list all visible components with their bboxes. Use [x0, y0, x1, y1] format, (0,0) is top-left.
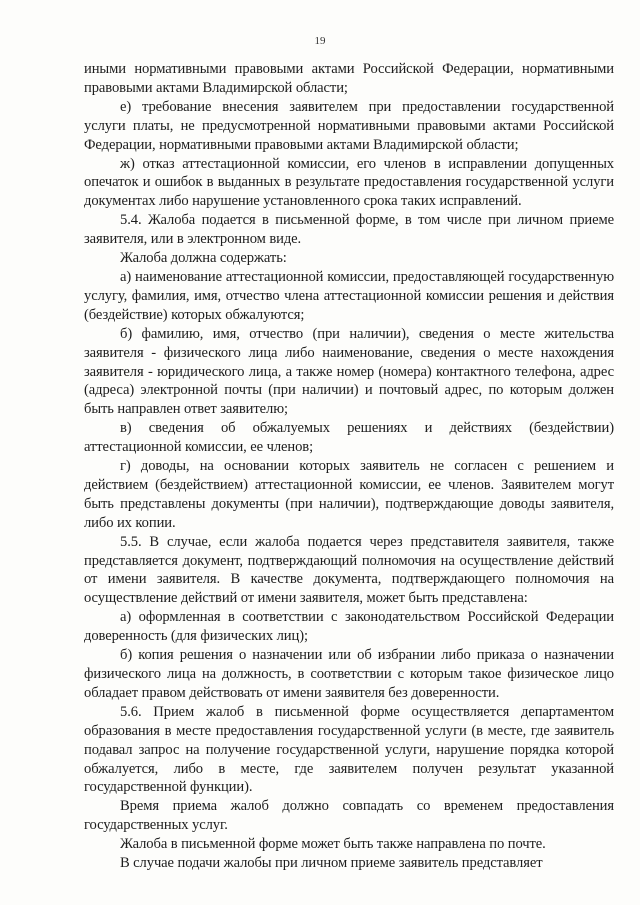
paragraph-personal-reception: В случае подачи жалобы при личном приеме заявитель представляет — [120, 855, 543, 872]
paragraph-item-e: е) требование внесения заявителем при предоставлении государственной услуги платы, не предусмотренной нормативными правовыми актами Российской Федерации, нормативными правовыми актами Владимирской области; — [84, 98, 614, 153]
paragraph-reception-time: Время приема жалоб должно совпадать со временем предоставления государственных услуг. — [84, 798, 614, 834]
paragraph-item-a: а) наименование аттестационной комиссии, предоставляющей государственную услугу, фамилия, имя, отчество члена аттестационной комиссии решения и действия (бездействие) которых обжалуются; — [84, 268, 614, 323]
paragraph-5-5-item-a: а) оформленная в соответствии с законодательством Российской Федерации доверенность (для физических лиц); — [84, 609, 614, 645]
paragraph-item-zh: ж) отказ аттестационной комиссии, его членов в исправлении допущенных опечаток и ошибок в выданных в результате предоставления государственной услуги документах либо нарушение установленного срока таких исправлений. — [84, 155, 614, 210]
page-number: 19 — [314, 35, 326, 47]
paragraph-5-4: 5.4. Жалоба подается в письменной форме, в том числе при личном приеме заявителя, или в электронном виде. — [84, 212, 614, 248]
paragraph-continuation: иными нормативными правовыми актами Российской Федерации, нормативными правовыми актами Владимирской области; — [84, 61, 614, 96]
paragraph-item-g: г) доводы, на основании которых заявитель не согласен с решением и действием (бездействием) аттестационной комиссии, ее членов. Заявителем могут быть представлены документы (при наличии), подтверждающие доводы заявителя, либо их копии. — [84, 458, 614, 531]
paragraph-5-5: 5.5. В случае, если жалоба подается через представителя заявителя, также представляется документ, подтверждающий полномочия на осуществление действий от имени заявителя. В качестве документа, подтверждающего полномочия на осуществление действий от имени заявителя, может быть представлена: — [84, 533, 614, 607]
document-body — [84, 60, 614, 873]
paragraph-mail: Жалоба в письменной форме может быть также направлена по почте. — [120, 836, 546, 853]
paragraph-item-v: в) сведения об обжалуемых решениях и действиях (бездействии) аттестационной комиссии, ее членов; — [84, 420, 614, 456]
paragraph-item-b: б) фамилию, имя, отчество (при наличии), сведения о месте жительства заявителя - физического лица либо наименование, сведения о месте нахождения заявителя - юридического лица, а также номер (номера) контактного телефона, адрес (адреса) электронной почты (при наличии) и почтовый адрес, по которым должен быть направлен ответ заявителю; — [84, 325, 614, 418]
paragraph-5-5-item-b: б) копия решения о назначении или об избрании либо приказа о назначении физического лица на должность, в соответствии с которым такое физическое лицо обладает правом действовать от имени заявителя без доверенности. — [84, 647, 614, 701]
paragraph-5-6: 5.6. Прием жалоб в письменной форме осуществляется департаментом образования в месте предоставления государственной услуги (в месте, где заявитель подавал запрос на получение государственной услуги, нарушение порядка которой обжалуется, либо в месте, где заявителем получен результат указанной государственной функции). — [84, 703, 614, 796]
paragraph-complaint-contents: Жалоба должна содержать: — [120, 250, 287, 267]
